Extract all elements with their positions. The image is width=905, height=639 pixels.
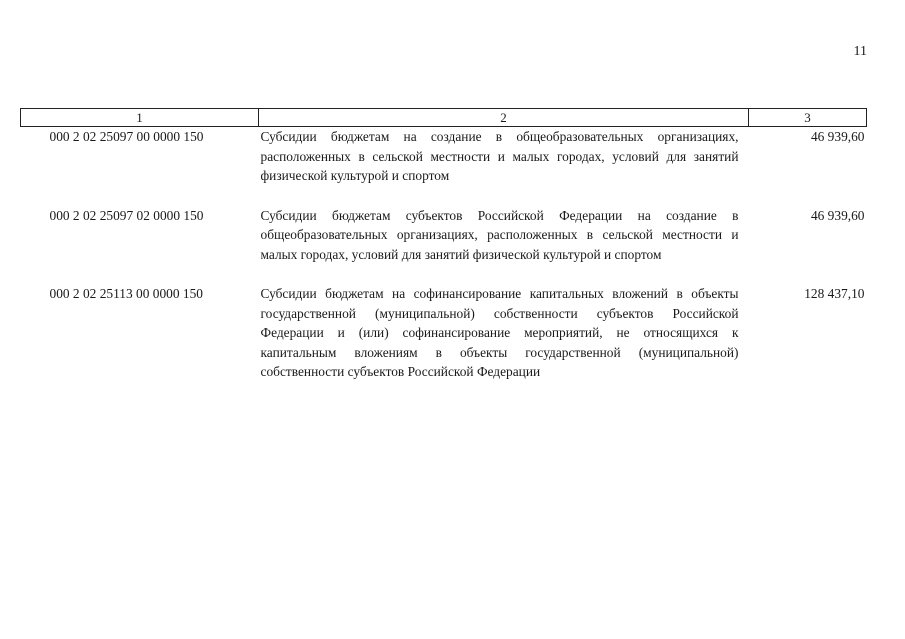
table-row xyxy=(21,127,867,186)
row-spacer xyxy=(21,186,867,206)
table-row xyxy=(21,206,867,265)
row-code: 000 2 02 25097 00 0000 150 xyxy=(49,129,204,144)
column-header-3: 3 xyxy=(749,109,867,127)
row-description: Субсидии бюджетам на софинансирование капитальных вложений в объекты государственной (муниципальной) собственности субъектов Российской Федерации и (или) софинансирование мероприятий, не относящихся к капитальным вложениям в объекты государственной (муниципальной) собственности субъектов Российской Федерации xyxy=(260,286,739,379)
row-code: 000 2 02 25097 02 0000 150 xyxy=(49,207,204,223)
row-amount: 46 939,60 xyxy=(810,207,865,223)
table-row xyxy=(21,284,867,382)
row-amount: 46 939,60 xyxy=(810,129,865,144)
row-spacer xyxy=(21,264,867,284)
row-description: Субсидии бюджетам субъектов Российской Федерации на создание в общеобразовательных организациях, расположенных в сельской местности и малых городах, условий для занятий физической культурой и спортом xyxy=(260,207,739,262)
row-description: Субсидии бюджетам на создание в общеобразовательных организациях, расположенных в сельской местности и малых городах, условий для занятий физической культурой и спортом xyxy=(260,129,739,183)
column-header-1: 1 xyxy=(21,109,259,127)
page-number: 11 xyxy=(853,44,867,59)
row-amount: 128 437,10 xyxy=(804,286,865,301)
budget-table xyxy=(20,108,867,382)
table-header-row xyxy=(21,109,867,127)
column-header-2: 2 xyxy=(259,109,749,127)
row-code: 000 2 02 25113 00 0000 150 xyxy=(49,286,203,301)
